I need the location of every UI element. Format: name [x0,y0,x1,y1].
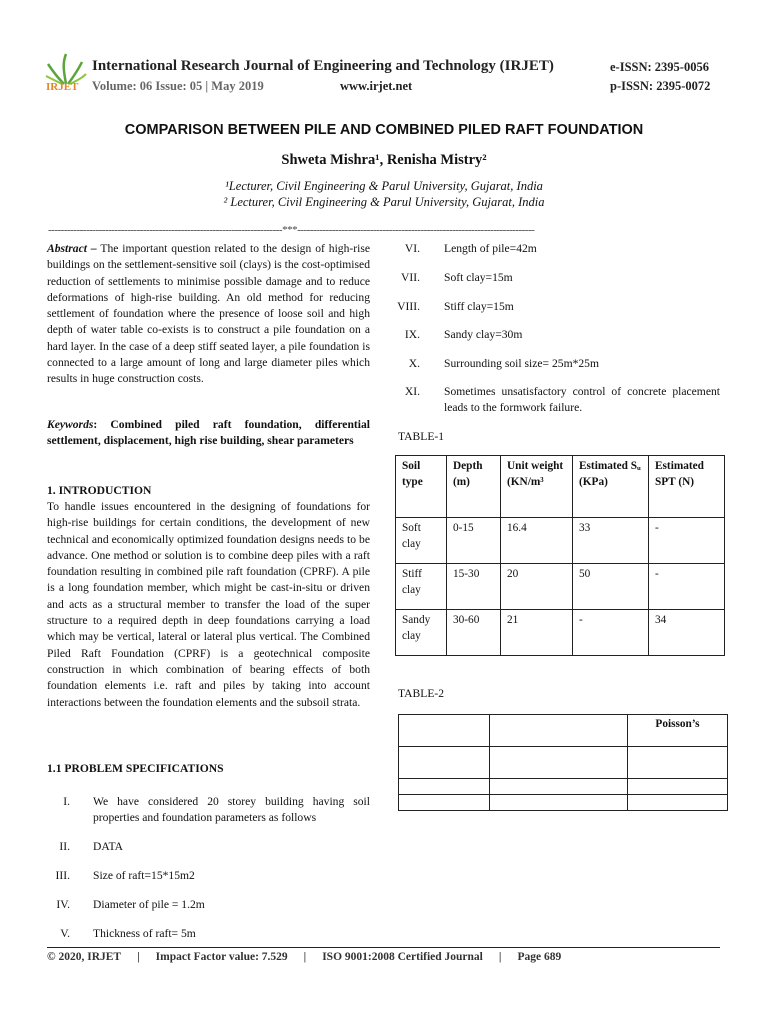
table-cell: 16.4 [501,518,573,564]
introduction-text: To handle issues encountered in the designing of foundations for high-rise buildings for certain conditions, the development of new technical and economically optimized foundation designs needs to be advance. One method or solution is to combine deep piles with a raft foundation resulting in combined pile raft foundation (CPRF). A pile is a long foundation member, which might be cast-in-situ or driven and acts as a structural member to transfer the load of the super structure to a required depth in deep foundations carrying a load which may be vertical, lateral or lateral plus vertical. The Combined Piled Raft Foundation (CPRF) is a geotechnical composite construction in which combination of bearing effects of both foundation elements i.e. raft and piles by taking into account interactions between the foundation elements and the subsoil strata. [47,500,370,709]
footer-bar: | [303,951,307,963]
page-footer [47,951,561,963]
list-item [40,839,370,855]
list-item [40,897,370,913]
abstract-label: Abstract – [47,242,97,255]
list-text: Thickness of raft= 5m [93,927,196,940]
table-header-cell: Unit weight (KN/m³ [501,456,573,518]
table-cell: 20 [501,564,573,610]
list-item [390,270,720,286]
problem-heading: 1.1 PROBLEM SPECIFICATIONS [47,762,224,775]
table-cell [628,795,728,811]
list-item [390,241,720,257]
list-item [390,327,720,343]
footer-impact: Impact Factor value: 7.529 [155,951,288,963]
affiliation-2: ² Lecturer, Civil Engineering & Parul University, Gujarat, India [223,195,545,209]
table-cell: 21 [501,610,573,656]
table-cell: 15-30 [447,564,501,610]
e-issn: e-ISSN: 2395-0056 [610,60,709,74]
affiliation-1: ¹Lecturer, Civil Engineering & Parul University, Gujarat, India [225,179,543,193]
table-header-row [396,456,725,518]
table-cell [490,747,628,779]
table-header-cell: Depth (m) [447,456,501,518]
abstract-text: The important question related to the design of high-rise buildings on the settlement-sensitive soil (clays) is the cost-optimised reduction of settlements to minimise possible damage and to reduce deformations of high-rise building. An old method for reducing settlement of foundation where the presence of loose soil and high depth of water table co-exists is to construct a pile foundation on a hard layer. In the case of a deep stiff seated layer, a pile foundation is connected to a large amount of long and large diameter piles which results in huge construction costs. [47,242,370,386]
table-cell: - [649,564,725,610]
table-cell: 0-15 [447,518,501,564]
keywords-text: : Combined piled raft foundation, differential settlement, displacement, high rise building, shear parameters [47,418,370,448]
table-cell [490,795,628,811]
list-text: Soft clay=15m [444,271,513,284]
table-cell: - [649,518,725,564]
list-number: XI. [404,385,420,398]
list-text: Sandy clay=30m [444,328,523,341]
footer-bar: | [498,951,502,963]
table-cell [628,747,728,779]
table-row [399,779,728,795]
list-text: Size of raft=15*15m2 [93,869,195,882]
list-item [390,356,720,372]
list-number: III. [55,869,70,882]
list-number: IV. [56,898,70,911]
volume-issue: Volume: 06 Issue: 05 | May 2019 [92,79,264,93]
list-text: Sometimes unsatisfactory control of concrete placement leads to the formwork failure. [444,385,720,414]
list-text: Diameter of pile = 1.2m [93,898,205,911]
table2-caption: TABLE-2 [398,687,445,700]
table1-caption: TABLE-1 [398,430,445,443]
table-cell: Sandy clay [396,610,447,656]
footer-page: Page 689 [517,951,562,963]
table-row [399,747,728,779]
list-text: DATA [93,840,123,853]
table-header-cell: Soil type [396,456,447,518]
journal-website[interactable]: www.irjet.net [340,79,413,93]
footer-iso: ISO 9001:2008 Certified Journal [322,951,483,963]
table-cell [399,779,490,795]
abstract [47,241,370,388]
list-item [40,794,370,826]
footer-divider [47,947,720,948]
paper-authors: Shweta Mishra¹, Renisha Mistry² [281,152,487,168]
paper-title: COMPARISON BETWEEN PILE AND COMBINED PILED RAFT FOUNDATION [124,122,644,138]
table-row [399,795,728,811]
table-header-cell: Estimated SPT (N) [649,456,725,518]
table-row [396,564,725,610]
footer-copyright: © 2020, IRJET [47,951,122,963]
list-item [390,384,720,416]
list-number: X. [408,357,420,370]
table-header-cell: Poisson’s [628,715,728,747]
table-cell: Stiff clay [396,564,447,610]
table-cell: 33 [573,518,649,564]
list-number: VII. [401,271,420,284]
table-cell: 34 [649,610,725,656]
table-cell [490,715,628,747]
separator-mark: *** [282,224,298,236]
list-number: VIII. [397,300,420,313]
list-item [390,299,720,315]
list-item [40,926,370,942]
table2 [398,714,728,811]
keywords [47,417,370,450]
section-separator: --------------------------------------------------------------------------***--------------------------------------------------------------------------- [48,224,535,236]
list-number: II. [59,840,70,853]
list-text: We have considered 20 storey building having soil properties and foundation parameters as follows [93,795,370,824]
journal-logo [44,50,88,98]
list-text: Length of pile=42m [444,242,537,255]
table-cell: 30-60 [447,610,501,656]
list-number: VI. [404,242,420,255]
table-header-cell: Estimated Sᵤ (KPa) [573,456,649,518]
footer-bar: | [137,951,140,963]
p-issn: p-ISSN: 2395-0072 [610,79,711,93]
keywords-label: Keywords [47,418,94,431]
list-number: IX. [404,328,420,341]
list-text: Stiff clay=15m [444,300,514,313]
table-cell: Soft clay [396,518,447,564]
list-number: I. [63,795,70,808]
table-cell [399,747,490,779]
logo-text: IRJET [46,81,79,93]
list-item [40,868,370,884]
table-row [399,715,728,747]
table-row [396,518,725,564]
table-cell: 50 [573,564,649,610]
table-cell [399,715,490,747]
list-number: V. [60,927,70,940]
table-cell [628,779,728,795]
table-cell [490,779,628,795]
list-text: Surrounding soil size= 25m*25m [444,357,599,370]
table-cell: - [573,610,649,656]
introduction-heading: 1. INTRODUCTION [47,484,152,497]
table-row [396,610,725,656]
table-cell [399,795,490,811]
soil-properties-table [395,455,725,656]
journal-title: International Research Journal of Engineering and Technology (IRJET) [92,58,554,74]
